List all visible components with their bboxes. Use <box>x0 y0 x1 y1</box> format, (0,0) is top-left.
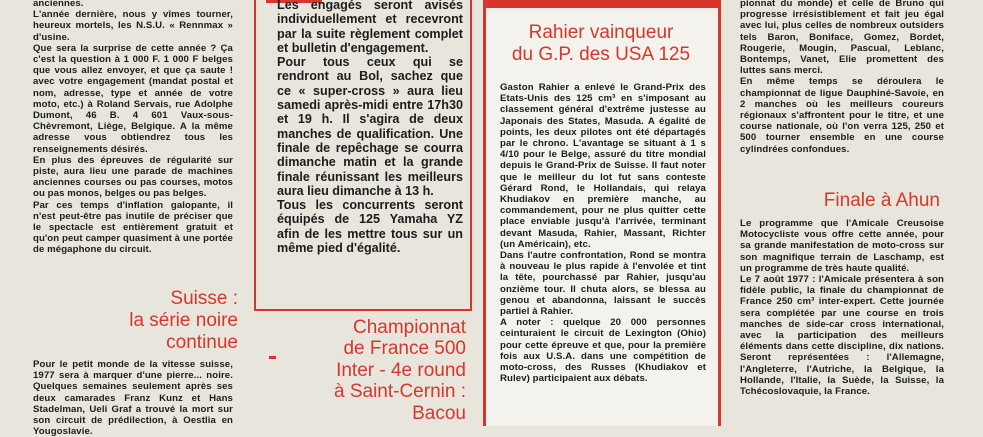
article-suisse-body <box>33 359 233 437</box>
red-header-bar <box>483 0 721 8</box>
headline-rahier <box>490 22 712 66</box>
paragraph: Pour tous ceux qui se rendront au Bol, sachez que ce « super-cross » aura lieu samedi après-midi entre 17h30 et 19 h. Il s'agira de deux manches de qualification. Une finale de repêchage se courra dimanche matin et la grande finale réunissant les meilleurs aura lieu dimanche à 13 h. <box>277 55 463 198</box>
red-accent-bar <box>269 356 276 359</box>
paragraph: Tous les concurrents seront équipés de 125 Yamaha YZ afin de les mettre tous sur un même pied d'égalité. <box>277 198 463 256</box>
headline-suisse <box>33 288 238 354</box>
headline-line: à Saint-Cernin : <box>333 381 466 403</box>
paragraph: anciennes. <box>33 0 84 9</box>
headline-line: Rahier vainqueur <box>528 22 674 43</box>
headline-line: Championnat <box>352 317 466 338</box>
article-ahun-body <box>740 218 944 418</box>
paragraph: Le programme que l'Amicale Creusoise Motocycliste vous offre cette année, pour sa grande manifestation de moto-cross sur son magnifique terrain de Laschamp, est un programme de très haute qualité. <box>740 218 944 274</box>
box-border-right <box>470 0 472 311</box>
paragraph: A noter : quelque 20 000 personnes ceinturaient le circuit de Lexington (Ohio) pour cette épreuve et que, pour la première fois aux U.S.A. dans une compétition de moto-cross, des Russes (Khudiakov et Rulev) participaient aux débats. <box>500 317 706 385</box>
paragraph: Pour le petit monde de la vitesse suisse, 1977 sera à marquer d'une pierre... noire. Quelques semaines seulement après ses deux camarades Franz Kunz et Hans Stadelman, Ueli Graf a trouvé la mort sur son circuit de prédilection, à Oestlia en Yougoslavie. <box>33 359 233 437</box>
box-border-left <box>254 0 256 311</box>
article-rahier-body <box>500 82 706 404</box>
paragraph: Dans l'autre confrontation, Rond se montra à nouveau le plus rapide à l'envolée et tint la tête, pourchassé par Rahier, jusqu'au onzième tour. Il chuta alors, se blessa au genou et abandonna, laissant le succès partiel à Rahier. <box>500 250 706 318</box>
article-column-2 <box>277 0 463 304</box>
headline-ahun <box>740 190 940 212</box>
paragraph: En même temps se déroulera le championnat de ligue Dauphiné-Savoie, en 2 manches où les meilleurs coureurs régionaux s'affrontent pour le titre, et une course nationale, où l'on verra 125, 250 et 500 tourner ensemble en une course cylindrées confondues. <box>740 76 944 155</box>
paragraph: Le 7 août 1977 : l'Amicale présentera à son fidèle public, la finale du championnat de France 250 cm³ inter-expert. Cette journée sera complétée par une course en trois manches de side-car cross international, avec la participation des meilleurs éléments dans cette discipline, dix nations. Seront représentées : l'Allemagne, l'Angleterre, l'Autriche, la Belgique, la Hollande, l'Italie, la Suède, la Suisse, la Tchécoslovaquie, la France. <box>740 274 944 398</box>
headline-line: Bacou <box>412 402 466 424</box>
headline-line: Suisse : <box>170 288 238 309</box>
paragraph: Les engagés seront avisés individuellement et recevront par la suite règlement complet et bulletin d'engagement. <box>277 0 463 55</box>
box-border-bottom <box>254 309 472 311</box>
article-column-4 <box>740 0 944 174</box>
headline-line: Finale à Ahun <box>823 190 940 211</box>
headline-line: du G.P. des USA 125 <box>511 44 691 65</box>
paragraph: En plus des épreuves de régularité sur piste, aura lieu une parade de machines anciennes courses ou pas courses, motos ou pas monos, belges ou pas belges. <box>33 154 233 200</box>
headline-line: de France 500 <box>343 338 466 360</box>
paragraph: pionnat du monde) et celle de Bruno qui progresse irrésistiblement et fait jeu égal avec lui, plus celles de nombreux outsiders tels Baron, Boniface, Gomez, Bordet, Rougerie, Mougin, Pascual, Leblanc, Bontemps, Vanet, Elie promettent des luttes sans merci. <box>740 0 944 77</box>
paragraph: Que sera la surprise de cette année ? Ça c'est la question à 1 000 F. 1 000 F belges que vous allez envoyer, et que ça saute ! avec votre engagement (mandat postal et nom, adresse, type et année de votre moto, etc.) à Roland Servais, rue Adolphe Dumont, 46 B. 4 601 Vaux-sous-Chèvremont, Liège, Belgique. A la même adresse vous obtiendrez tous les renseignements désirés. <box>33 42 233 155</box>
headline-line: la série noire <box>129 310 238 331</box>
paragraph: L'année dernière, nous y vîmes tourner, heureux mortels, les N.S.U. « Rennmax » d'usine. <box>33 9 233 43</box>
headline-line: continue <box>166 332 238 353</box>
paragraph: Gaston Rahier a enlevé le Grand-Prix des Etats-Unis des 125 cm³ en s'imposant au classement général d'extrême justesse au Japonais des States, Masuda. A égalité de points, les deux pilotes ont été départagés par le chrono. L'avantage se situant à 1 s 4/10 pour le Belge, assuré du titre mondial depuis le Grand-Prix de Suisse. Il faut noter que le meilleur du lot fut sans conteste Gérard Rond, le Hollandais, qui relaya Khudiakov en première manche, au commandement, pour ne plus quitter cette place enviable jusqu'à l'arrivée, terminant devant Masuda, Rahier, Massant, Richter (un Américain), etc. <box>500 82 706 250</box>
headline-championnat <box>320 317 466 424</box>
paragraph: Par ces temps d'inflation galopante, il n'est peut-être pas inutile de préciser que le spectacle est entièrement gratuit et qu'on peut camper quasiment à une portée de mégaphone du circuit. <box>33 199 233 256</box>
headline-line: Inter - 4e round <box>336 359 466 381</box>
